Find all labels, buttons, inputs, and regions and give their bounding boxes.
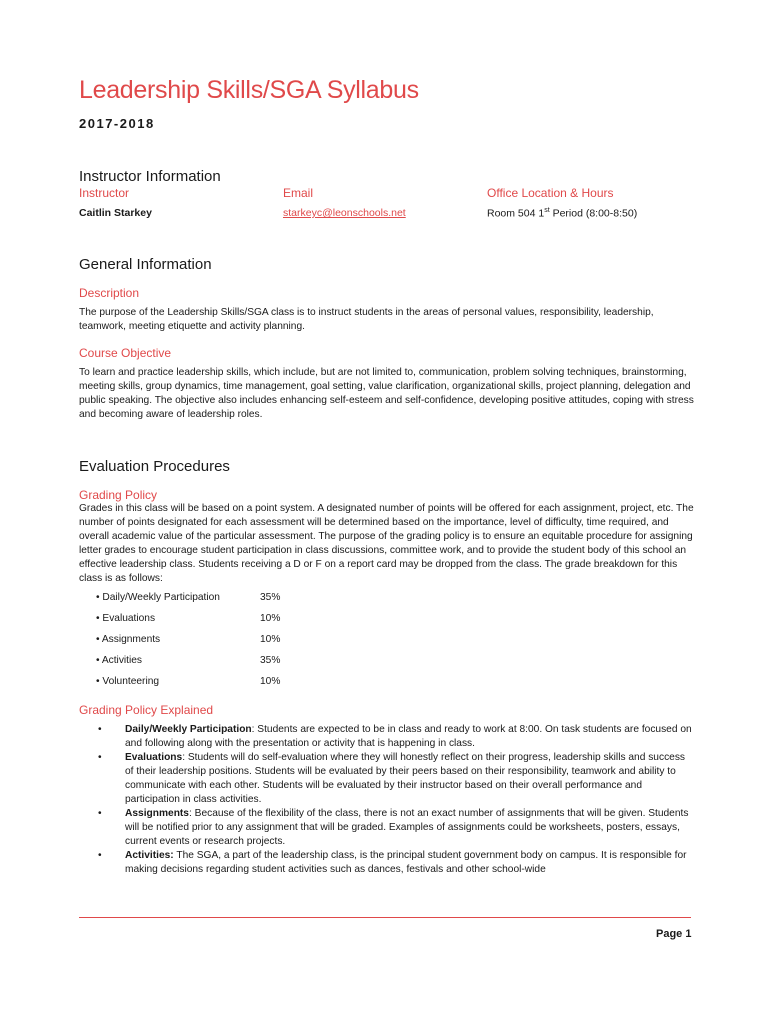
grade-breakdown-row — [96, 613, 336, 624]
grading-policy-heading: Grading Policy — [79, 488, 158, 502]
grading-explained-heading: Grading Policy Explained — [79, 703, 214, 717]
list-item — [98, 849, 696, 877]
list-item — [98, 723, 696, 751]
grade-breakdown-row — [96, 655, 336, 666]
bullet-icon: • — [98, 724, 102, 735]
page-number: Page 1 — [656, 928, 692, 940]
explained-text: : Because of the flexibility of the class, there is not an exact number of assignments that will be given. Students will be notified prior to any assignment that will be graded. Examples of assignments could be worksheets, posters, essays, current events or research projects. — [125, 808, 689, 847]
explained-term: Activities: — [125, 850, 174, 861]
explained-term: Daily/Weekly Participation — [125, 724, 252, 735]
office-period-suffix: st — [544, 207, 550, 214]
office-column-header: Office Location & Hours — [487, 186, 614, 200]
bullet-icon: • — [98, 850, 102, 861]
email-column-header: Email — [283, 186, 314, 200]
grade-percent: 10% — [260, 634, 281, 645]
footer-divider — [79, 917, 691, 918]
general-info-heading: General Information — [79, 256, 212, 273]
grade-percent: 35% — [260, 592, 281, 603]
explained-term: Assignments — [125, 808, 189, 819]
grade-percent: 10% — [260, 676, 281, 687]
office-period: Period (8:00-8:50) — [549, 207, 638, 220]
grade-category: • Evaluations — [96, 613, 156, 624]
grade-category: • Assignments — [96, 634, 161, 645]
grade-category: • Volunteering — [96, 676, 160, 687]
description-heading: Description — [79, 286, 140, 300]
grade-category: • Activities — [96, 655, 143, 666]
grade-percent: 35% — [260, 655, 281, 666]
list-item — [98, 751, 696, 807]
grade-breakdown-row — [96, 634, 336, 645]
list-item — [98, 807, 696, 849]
explained-text: : Students are expected to be in class and ready to work at 8:00. On task students are focused on and following along with the presentation or activity that is happening in class. — [125, 724, 692, 749]
bullet-icon: • — [98, 808, 102, 819]
course-objective-text: To learn and practice leadership skills, which include, but are not limited to, communication, problem solving techniques, brainstorming, meeting skills, group dynamics, time management, goal setting, value clarification, organizational skills, project planning, delegation and public speaking. The objective also includes enhancing self-esteem and self-confidence, developing positive attitudes, coping with stress and becoming aware of leadership roles. — [79, 367, 694, 420]
document-title: Leadership Skills/SGA Syllabus — [79, 76, 419, 104]
explained-text: : Students will do self-evaluation where they will honestly reflect on their progress, leadership skills and success of their leadership positions. Students will be evaluated by their peers based on their responsibility, teamwork and ability to communicate with each other. Students will be evaluated by their instructor based on their overall performance and participation in class activities. — [125, 752, 686, 805]
bullet-icon: • — [98, 752, 102, 763]
school-year: 2017-2018 — [79, 116, 155, 131]
instructor-email-link[interactable]: starkeyc@leonschools.net — [283, 207, 406, 219]
office-location-hours — [487, 207, 637, 220]
grade-percent: 10% — [260, 613, 281, 624]
instructor-column-header: Instructor — [79, 186, 130, 200]
grading-explained-list — [98, 723, 696, 877]
explained-term: Evaluations — [125, 752, 183, 763]
grade-breakdown-row — [96, 676, 336, 687]
instructor-name: Caitlin Starkey — [79, 207, 152, 219]
instructor-info-heading: Instructor Information — [79, 168, 221, 185]
office-room: Room 504 1 — [487, 207, 545, 220]
description-text: The purpose of the Leadership Skills/SGA class is to instruct students in the areas of personal values, responsibility, leadership, teamwork, meeting etiquette and activity planning. — [79, 307, 654, 332]
grade-category: • Daily/Weekly Participation — [96, 592, 220, 603]
evaluation-heading: Evaluation Procedures — [79, 458, 230, 475]
explained-text: The SGA, a part of the leadership class, is the principal student government body on campus. It is responsible for making decisions regarding student activities such as dances, festivals and other school-wide — [125, 850, 687, 875]
course-objective-heading: Course Objective — [79, 346, 172, 360]
grade-breakdown-row — [96, 592, 336, 603]
grading-policy-text: Grades in this class will be based on a point system. A designated number of points will be offered for each assignment, project, etc. The number of points designated for each assessment will be determined based on the importance, level of difficulty, time required, and overall academic value of the particular assessment. The purpose of the grading policy is to ensure an equitable procedure for assigning letter grades to encourage student participation in class discussions, committee work, and to provide the student body of this school an effective leadership class. Students receiving a D or F on a report card may be dropped from the class. The grade breakdown for this class is as follows: — [79, 503, 694, 584]
